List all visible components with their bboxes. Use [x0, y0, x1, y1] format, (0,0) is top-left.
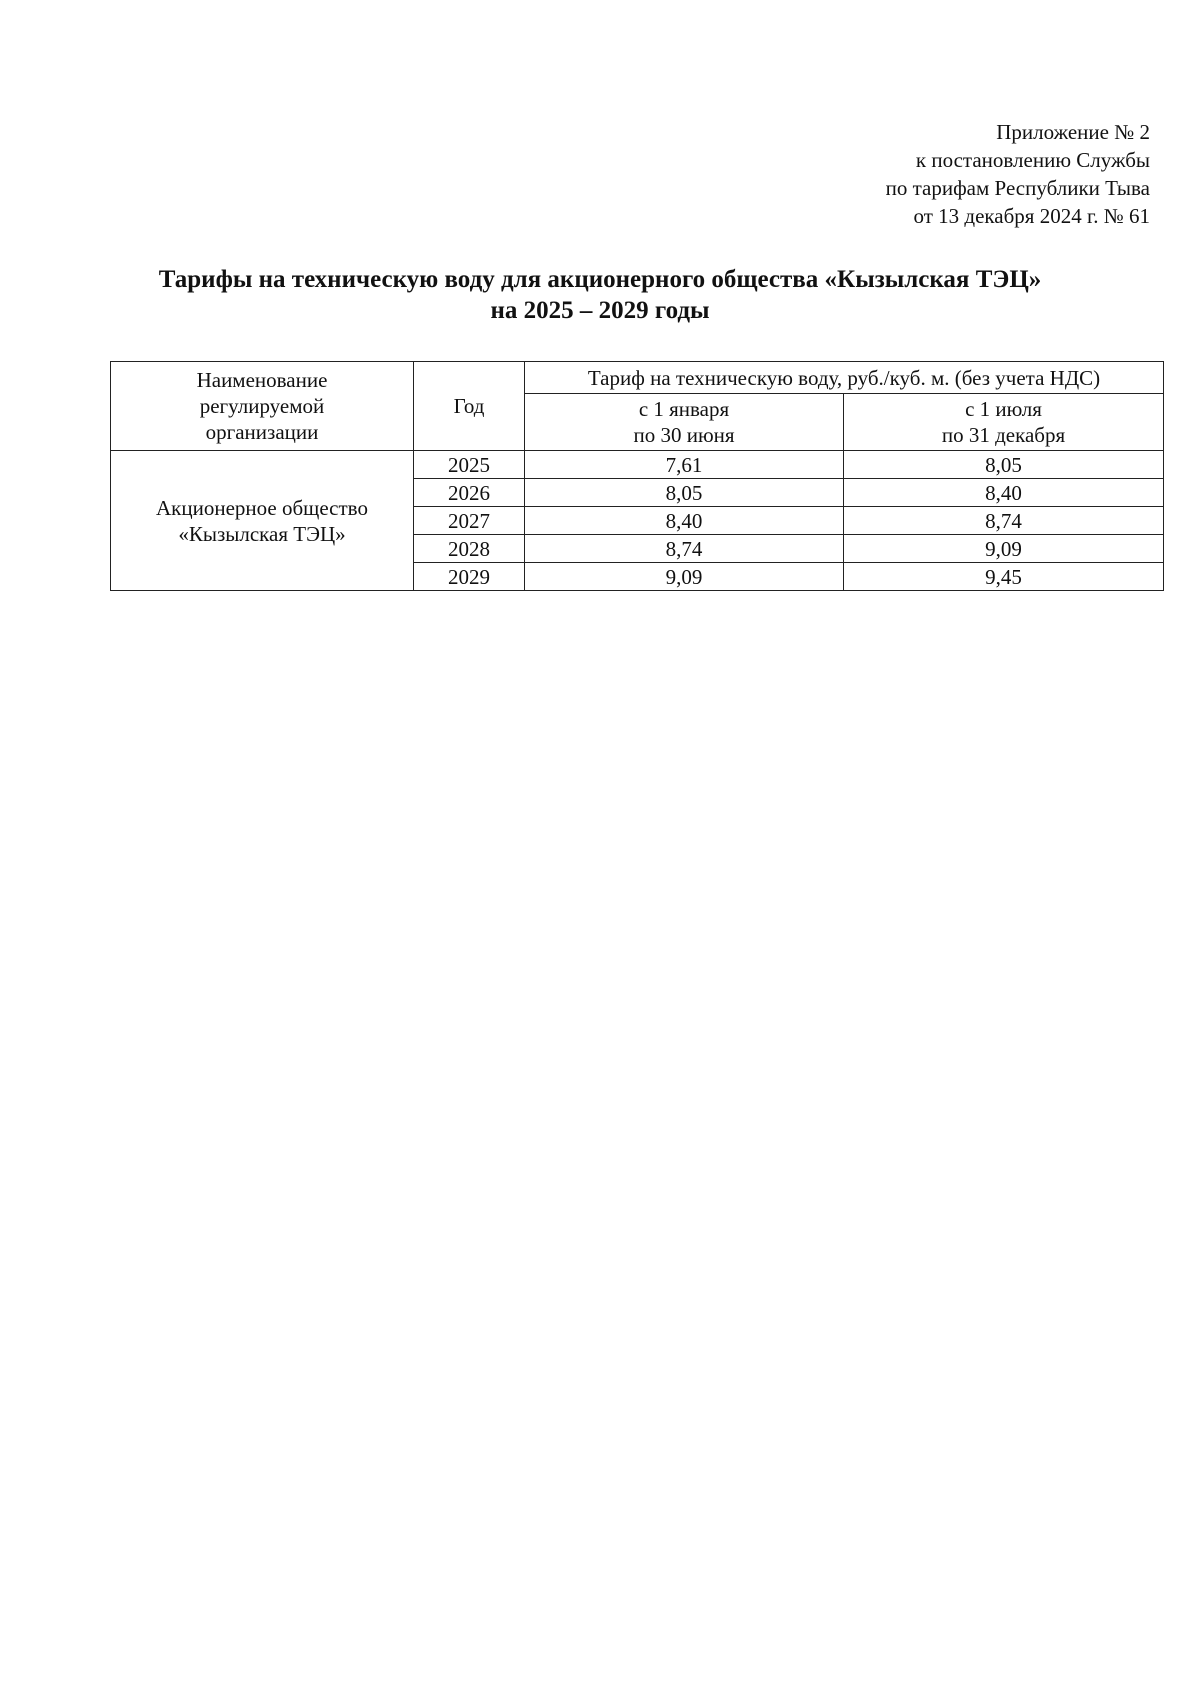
- header-organization-line: регулируемой: [199, 394, 325, 418]
- appendix-line-date: от 13 декабря 2024 г. № 61: [913, 204, 1150, 228]
- year-cell: 2028: [414, 535, 525, 563]
- table-header-row: [111, 362, 1164, 394]
- year-cell: 2027: [414, 507, 525, 535]
- first-half-tariff-cell: 7,61: [525, 451, 844, 479]
- organization-name-line: Акционерное общество: [156, 495, 368, 520]
- organization-cell: [111, 451, 414, 591]
- second-half-tariff-cell: 8,40: [844, 479, 1164, 507]
- header-second-half-to: по 31 декабря: [941, 423, 1066, 448]
- second-half-tariff-cell: 8,74: [844, 507, 1164, 535]
- first-half-tariff-cell: 9,09: [525, 563, 844, 591]
- first-half-tariff-cell: 8,05: [525, 479, 844, 507]
- title-line-period: на 2025 – 2029 годы: [490, 297, 710, 324]
- year-cell: 2026: [414, 479, 525, 507]
- header-second-half: [844, 394, 1164, 451]
- second-half-tariff-cell: 9,09: [844, 535, 1164, 563]
- second-half-tariff-cell: 9,45: [844, 563, 1164, 591]
- appendix-line-resolution: к постановлению Службы: [915, 148, 1150, 172]
- header-first-half-to: по 30 июня: [633, 423, 735, 448]
- second-half-tariff-cell: 8,05: [844, 451, 1164, 479]
- first-half-tariff-cell: 8,74: [525, 535, 844, 563]
- header-year: Год: [414, 362, 525, 451]
- year-cell: 2025: [414, 451, 525, 479]
- appendix-note: [886, 118, 1150, 230]
- header-organization: [111, 362, 414, 451]
- header-second-half-from: с 1 июля: [965, 397, 1042, 422]
- table-row: [111, 451, 1164, 479]
- tariff-table: [110, 361, 1164, 591]
- header-organization-line: организации: [205, 420, 319, 444]
- appendix-line-service: по тарифам Республики Тыва: [885, 176, 1150, 200]
- header-organization-line: Наименование: [196, 368, 328, 392]
- header-tariff: Тариф на техническую воду, руб./куб. м. (без учета НДС): [525, 362, 1164, 394]
- first-half-tariff-cell: 8,40: [525, 507, 844, 535]
- year-cell: 2029: [414, 563, 525, 591]
- title-line-main: Тарифы на техническую воду для акционерного общества «Кызылская ТЭЦ»: [158, 266, 1042, 293]
- document-title: [100, 264, 1100, 326]
- header-first-half-from: с 1 января: [638, 397, 730, 422]
- appendix-line-number: Приложение № 2: [996, 120, 1150, 144]
- header-first-half: [525, 394, 844, 451]
- organization-name-line: «Кызылская ТЭЦ»: [178, 521, 346, 546]
